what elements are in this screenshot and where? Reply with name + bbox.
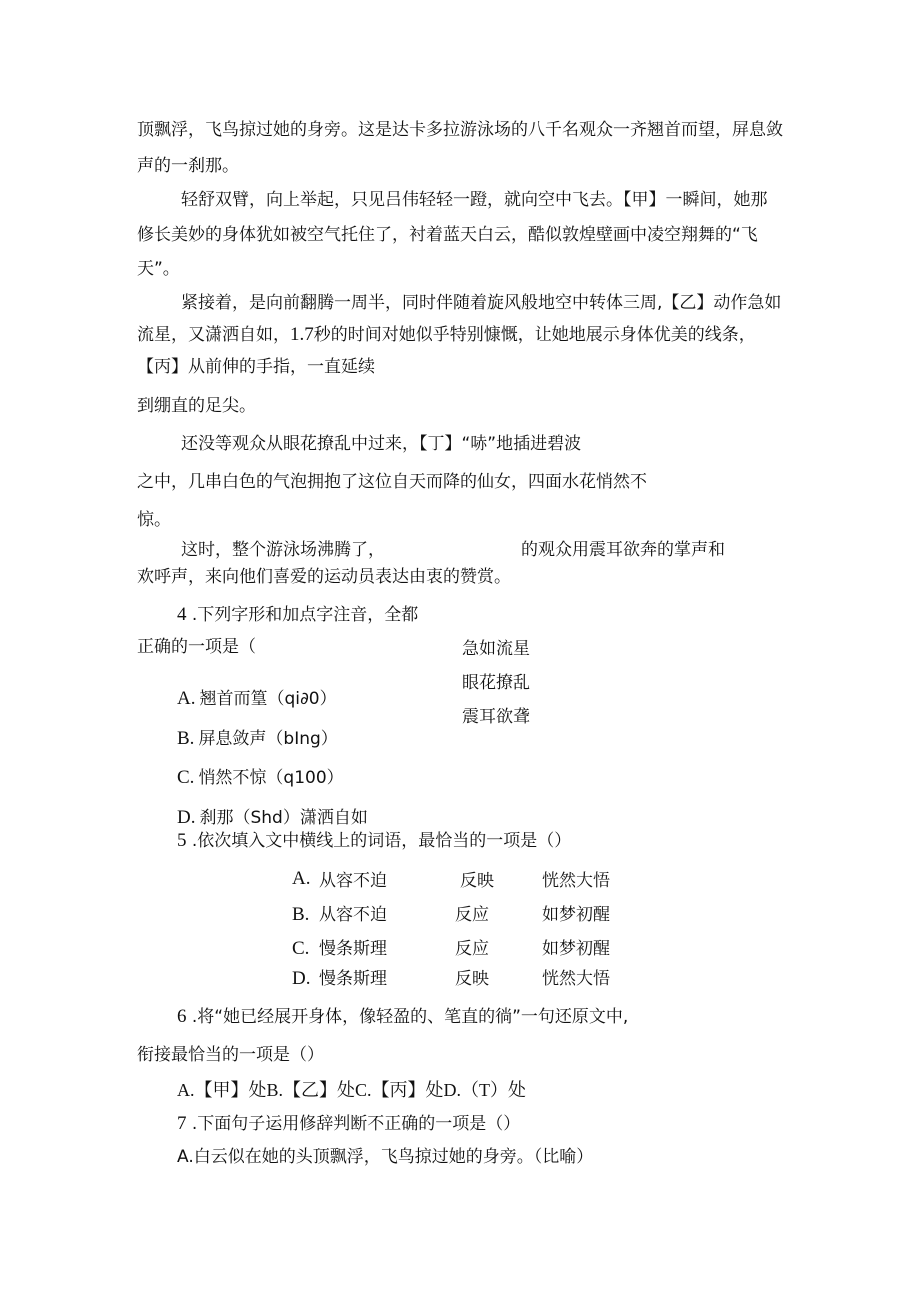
- question-number: 6: [177, 1006, 187, 1027]
- passage-line: 之中，几串白色的气泡拥抱了这位自天而降的仙女，四面水花悄然不: [137, 472, 647, 492]
- passage-line: 还没等观众从眼花撩乱中过来，【丁】“哧”地插进碧波: [181, 434, 582, 454]
- question-4-stem-cont: 正确的一项是（: [137, 637, 256, 657]
- passage-line: 到绷直的足尖。: [137, 396, 256, 416]
- option-letter: [292, 868, 314, 890]
- option-word-2: 反应: [455, 905, 489, 925]
- option-text: 屏息敛声（bIng）: [198, 729, 338, 749]
- passage-line: 修长美妙的身体犹如被空气托住了，衬着蓝天白云，酷似敦煌壁画中凌空翔舞的“飞: [137, 225, 758, 245]
- option-word-1: 从容不迫: [319, 905, 387, 925]
- question-number: 4: [177, 604, 187, 625]
- q4-option-d[interactable]: [177, 807, 368, 829]
- option-letter: [292, 968, 314, 990]
- option-text: 刹那（Shd）潇洒自如: [199, 808, 368, 828]
- passage-line: 欢呼声，来向他们喜爱的运动员表达由衷的赞赏。: [137, 567, 511, 587]
- question-text: .将“她已经展开身体，像轻盈的、笔直的徜”一句还原文中,: [191, 1007, 629, 1027]
- option-word-2: 反映: [455, 969, 489, 989]
- option-letter: [292, 938, 313, 960]
- option-word-2: 反映: [460, 871, 494, 891]
- option-letter: [292, 904, 313, 926]
- question-number: 5: [177, 830, 187, 851]
- option-word-1: 从容不迫: [319, 871, 387, 891]
- option-word-3: 恍然大悟: [542, 871, 610, 891]
- letter: B.: [292, 904, 310, 925]
- passage-line: 天”。: [137, 259, 180, 279]
- option-word-3: 如梦初醒: [542, 905, 610, 925]
- q4-side-word: 急如流星: [462, 639, 530, 659]
- letter: C.: [292, 938, 310, 959]
- option-letter: D.: [177, 807, 196, 828]
- q4-option-c[interactable]: [177, 767, 344, 789]
- q4-side-word: 眼花撩乱: [462, 673, 530, 693]
- passage-text: 流星，又潇洒自如，: [137, 325, 290, 345]
- passage-line: [137, 324, 756, 346]
- option-letter: C.: [177, 767, 195, 788]
- q7-option-a[interactable]: A.白云似在她的头顶飘浮，飞鸟掠过她的身旁。（比喻）: [177, 1147, 594, 1167]
- option-letter: B.: [177, 728, 195, 749]
- question-text: .下面句子运用修辞判断不正确的一项是（）: [191, 1114, 521, 1134]
- question-number: 7: [177, 1113, 187, 1134]
- passage-line: 惊。: [137, 510, 171, 530]
- option-text: 翘首而篁（qi∂0）: [199, 689, 337, 709]
- question-5-stem: [177, 830, 571, 852]
- option-word-2: 反应: [455, 939, 489, 959]
- q4-option-b[interactable]: [177, 728, 338, 750]
- passage-line: 紧接着，是向前翻腾一周半，同时伴随着旋风般地空中转体三周,【乙】动作急如: [181, 293, 782, 313]
- option-word-3: 如梦初醒: [542, 939, 610, 959]
- passage-line: 声的一刹那。: [137, 156, 239, 176]
- option-word-1: 慢条斯理: [319, 939, 387, 959]
- passage-line: 这时，整个游泳场沸腾了，: [181, 540, 385, 560]
- option-text: 悄然不惊（q100）: [198, 768, 344, 788]
- q4-side-word: 震耳欲聋: [462, 707, 530, 727]
- passage-line: 轻舒双臂，向上举起，只见吕伟轻轻一蹬，就向空中飞去。【甲】一瞬间，她那: [181, 190, 768, 210]
- passage-line: 【丙】从前伸的手指，一直延续: [137, 357, 375, 377]
- question-text: .依次填入文中横线上的词语，最恰当的一项是（）: [191, 831, 572, 851]
- question-7-stem: [177, 1113, 520, 1135]
- question-4-stem: [177, 604, 418, 626]
- q4-option-a[interactable]: [177, 688, 337, 710]
- letter: A.: [292, 868, 311, 889]
- question-6-stem-cont: 衔接最恰当的一项是（）: [137, 1045, 324, 1065]
- option-word-1: 慢条斯理: [319, 969, 387, 989]
- passage-line: 顶飘浮，飞鸟掠过她的身旁。这是达卡多拉游泳场的八千名观众一齐翘首而望，屏息敛: [137, 120, 783, 140]
- question-6-stem: [177, 1006, 628, 1028]
- option-word-3: 恍然大悟: [542, 969, 610, 989]
- duration-number: 1.7: [290, 324, 314, 345]
- q6-options[interactable]: A.【甲】处B.【乙】处C.【丙】处D.（T）处: [177, 1080, 527, 1100]
- passage-line: 的观众用震耳欲奔的掌声和: [521, 540, 725, 560]
- letter: D.: [292, 968, 311, 989]
- question-text: .下列字形和加点字注音，全都: [191, 605, 419, 625]
- option-letter: A.: [177, 688, 196, 709]
- passage-text: 秒的时间对她似乎特别慷慨，让她地展示身体优美的线条，: [313, 325, 756, 345]
